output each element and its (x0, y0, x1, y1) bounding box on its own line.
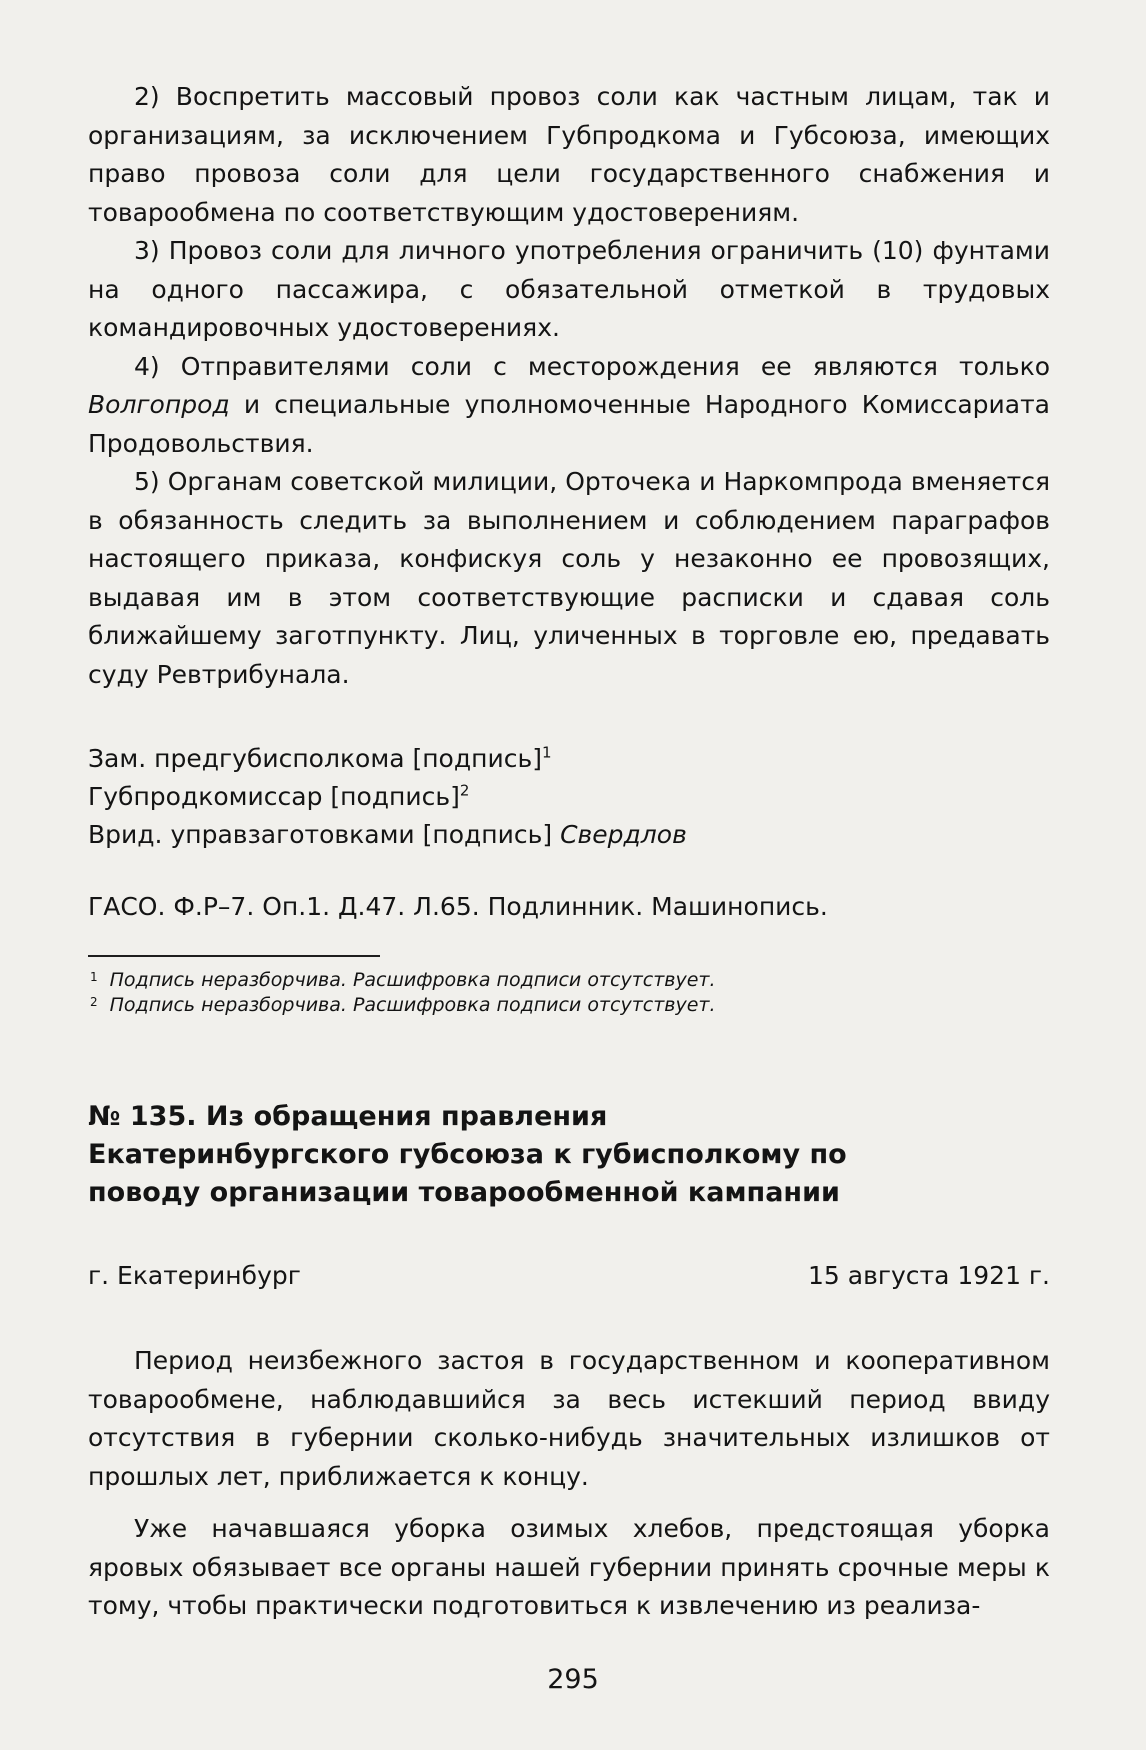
footnote-1: $^1$ Подпись неразборчива. Расшифровка подписи отсутствует. (90, 969, 716, 991)
clause-2: 2) Воспретить массовый провоз соли как частным лицам, так и организациям, за исключением Губпродкома и Губсоюза, имеющих право провоза соли для цели государственного снабжения и товарообмена по соответствующим удостоверениям. (88, 82, 1050, 227)
footnote-divider (88, 955, 380, 957)
signature-line-3: Врид. управзаготовками [подпись] Свердлов (88, 820, 687, 849)
clause-4 (88, 348, 1050, 464)
signature-name-sverdlov: Свердлов (560, 820, 687, 849)
clause-4-volgoprod: Волгопрод (88, 390, 230, 419)
order-clauses (88, 78, 1050, 694)
document-body (88, 1342, 1050, 1626)
signature-line-2: Губпродкомиссар [подпись]$^2$ (88, 781, 470, 811)
clause-4-start: 4) Отправителями соли с месторождения ее являются только (134, 351, 1050, 381)
body-paragraph-2: Уже начавшаяся уборка озимых хлебов, предстоящая уборка яровых обязывает все органы нашей губернии принять срочные меры к тому, чтобы практически подготовиться к извлечению из реализа- (88, 1514, 1050, 1620)
page-number: 295 (547, 1664, 599, 1695)
signature-block (88, 740, 1050, 854)
document-heading: № 135. Из обращения правления Екатеринбургского губсоюза к губисполкому по поводу организации товарообменной кампании (88, 1101, 847, 1208)
dateline-place: г. Екатеринбург (88, 1261, 301, 1290)
clause-3: 3) Провоз соли для личного употребления ограничить (10) фунтами на одного пассажира, с обязательной отметкой в трудовых командировочных удостоверениях. (88, 236, 1050, 342)
document-heading-block (88, 1098, 888, 1212)
body-paragraph-1: Период неизбежного застоя в государственном и кооперативном товарообмене, наблюдавшийся за весь истекший период ввиду отсутствия в губернии сколько-нибудь значительных излишков от прошлых лет, приближается к концу. (88, 1346, 1050, 1491)
footnote-2: $^2$ Подпись неразборчива. Расшифровка подписи отсутствует. (90, 994, 716, 1016)
dateline-date: 15 августа 1921 г. (808, 1261, 1050, 1290)
archive-reference-block (88, 888, 1050, 926)
clause-5: 5) Органам советской милиции, Орточека и Наркомпрода вменяется в обязанность следить за выполнением и соблюдением параграфов настоящего приказа, конфискуя соль у незаконно ее провозящих, выдавая им в этом соответствующие расписки и сдавая соль ближайшему заготпункту. Лиц, уличенных в торговле ею, предавать суду Ревтрибунала. (88, 467, 1050, 689)
clause-4-rest: и специальные уполномоченные Народного Комиссариата Продовольствия. (88, 390, 1050, 458)
signature-line-1: Зам. предгубисполкома [подпись]$^1$ (88, 743, 552, 773)
footnotes (90, 968, 1052, 1018)
dateline (88, 1257, 1050, 1295)
archive-reference: ГАСО. Ф.Р–7. Оп.1. Д.47. Л.65. Подлинник. Машинопись. (88, 892, 828, 921)
footnote-ref-1: 1 (541, 743, 552, 762)
footnote-ref-2: 2 (459, 781, 470, 800)
